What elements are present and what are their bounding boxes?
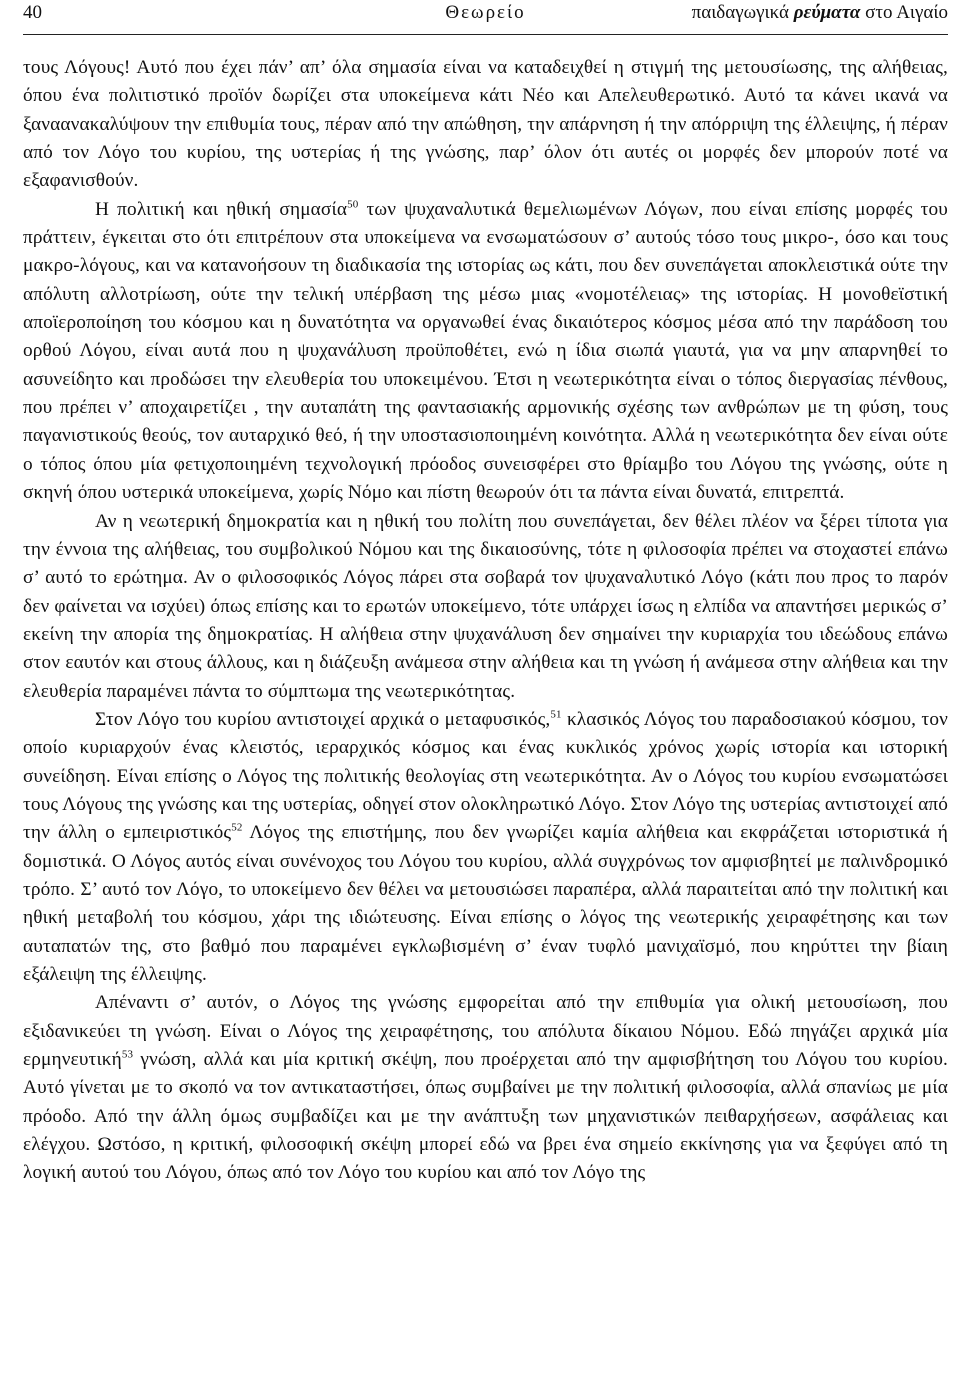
footnote-marker[interactable]: 51 bbox=[550, 708, 562, 721]
paragraph bbox=[23, 989, 948, 1187]
subtitle-emphasis: ρεύματα bbox=[793, 2, 861, 23]
paragraph-text: γνώση, αλλά και μία κριτική σκέψη, που προέρχεται από την αμφισβήτηση του Λόγου του κυρίου. Αυτό γίνεται με το σκοπό να τον αντικαταστήσει, όπως συμβαίνει με την πολιτική φιλοσοφία, αλλά σπανίως με μία πρόοδο. Από την άλλη όμως συμβαδίζει και με την ανάπτυξη των μηχανιστικών πειθαρχήσεων, ασφάλειας και ελέγχου. Ωστόσο, η κριτική, φιλοσοφική σκέψη μπορεί εδώ να βρει ένα σημείο εκκίνησης για να ξεφύγει από τη λογική αυτού του Λόγου, όπως από τον Λόγο του κυρίου και από τον Λόγο της bbox=[23, 1049, 948, 1184]
running-header bbox=[23, 0, 948, 35]
body-text bbox=[23, 54, 948, 1188]
paragraph: Αν η νεωτερική δημοκρατία και η ηθική του πολίτη που συνεπάγεται, δεν θέλει πλέον να ξέρει τίποτα για την έννοια της αλήθειας, του συμβολικού Νόμου και της δικαιοσύνης, τότε η φιλοσοφία πρέπει να στοχαστεί επάνω σ’ αυτό το ερώτημα. Αν ο φιλοσοφικός Λόγος πάρει στα σοβαρά τον ψυχαναλυτικό Λόγο (κάτι που προς το παρόν δεν φαίνεται να ισχύει) όπως επίσης και το ερωτών υποκείμενο, τότε υπάρχει ίσως η ελπίδα να απαντήσει μερικώς σ’ εκείνη την απορία της δημοκρατίας. Η αλήθεια στην ψυχανάλυση δεν σημαίνει την κυριαρχία του ιδεώδους επάνω στον εαυτόν και στους άλλους, και η διάζευξη ανάμεσα στην αλήθεια και τη γνώση ή ανάμεσα στην αλήθεια και την ελευθερία παραμένει πάντα το σύμπτωμα της νεωτερικότητας. bbox=[23, 510, 948, 702]
journal-title: Θεωρείο bbox=[445, 2, 526, 23]
footnote-marker[interactable]: 52 bbox=[231, 821, 243, 834]
paragraph: τους Λόγους! Αυτό που έχει πάν’ απ’ όλα σημασία είναι να καταδειχθεί η στιγμή της μετουσίωσης, της αλήθειας, όπου ένα πολιτιστικό προϊόν δωρίζει στα υποκείμενα κάτι Νέο και Απελευθερωτικό. Αυτό τα κάνει ικανά να ξαναανακαλύψουν την επιθυμία τους, πέραν από την απώθηση, την απάρνηση ή την απόρριψη της έλλειψης, ή πέραν από τον Λόγο του κυρίου, της υστερίας ή της γνώσης, παρ’ όλον ότι αυτές οι μορφές δεν μπορούν ποτέ να εξαφανισθούν. bbox=[23, 57, 948, 192]
paragraph-text: κλασικός Λόγος του παραδοσιακού κόσμου, τον οποίο κυριαρχούν ένας κλειστός, ιεραρχικός κόσμος και ένας κυκλικός χρόνος χωρίς ιστορία και ιστορική συνείδηση. Είναι επίσης ο Λόγος της πολιτικής θεολογίας στη νεωτερικότητα. Αν ο Λόγος του κυρίου ενσωματώσει τους Λόγους της γνώσης και της υστερίας, οδηγεί στον ολοκληρωτικό Λόγο. Στον Λόγο της υστερίας αντιστοιχεί από την άλλη ο εμπειριστικός bbox=[23, 708, 948, 844]
subtitle-prefix: παιδαγωγικά bbox=[691, 2, 789, 23]
footnote-marker[interactable]: 50 bbox=[347, 198, 359, 211]
paragraph-text: των ψυχαναλυτικά θεμελιωμένων Λόγων, που είναι επίσης μορφές του πράττειν, έγκειται στο ότι επιτρέπουν στα υποκείμενα να ενσωματώσουν σ’ αυτούς τόσο τους μικρο-, όσο και τους μακρο-λόγους, και να κατανοήσουν τη διαδικασία της ιστορίας ως κάτι, που δεν συνεπάγεται αποκλειστικά ούτε την απόλυτη αλλοτρίωση, ούτε την τελική υπέρβαση της μέσω μιας «νομοτέλειας» της ιστορίας. Η μονοθεϊστική αποϊεροποίηση του κόσμου και η δυνατότητα να οργανωθεί ένας δικαιότερος κόσμος μέσα από την παράδοση του ορθού Λόγου, είναι αυτά που η ψυχανάλυση προϋποθέτει, ενώ η ίδια σιωπά γιαυτά, για να μην απαρνηθεί το ασυνείδητο και προδώσει την ελευθερία του υποκειμένου. Έτσι η νεωτερικότητα είναι ο τόπος διεργασίας πένθους, που πρέπει ν’ αποχαιρετίζει , την αυταπάτη της φαντασιακής αρμονικής σχέσης των ανθρώπων με τη φύση, τους παγανιστικούς θεούς, τον αυταρχικό θεό, ή την υποστασιοποιημένη κοινότητα. Αλλά η νεωτερικότητα δεν είναι ούτε ο τόπος όπου μία φετιχοποιημένη τεχνολογική πρόοδος συνεισφέρει στο θρίαμβο του Λόγου της γνώσης, ούτε η σκηνή όπου υστερικά υποκείμενα, χωρίς Νόμο και πίστη θεωρούν ότι τα πάντα είναι δυνατά, επιτρεπτά. bbox=[23, 198, 948, 504]
paragraph-text: Λόγος της επιστήμης, που δεν γνωρίζει καμία αλήθεια και εκφράζεται ιστοριστικά ή δομιστικά. Ο Λόγος αυτός είναι συνένοχος του Λόγου του κυρίου, αλλά συγχρόνως τον αμφισβητεί με παλινδρομικό τρόπο. Σ’ αυτό τον Λόγο, το υποκείμενο δεν θέλει να μετουσιώσει παραπέρα, αλλά παραιτείται από την πολιτική και ηθική μεταβολή του κόσμου, χάρι της ιδιώτευσης. Είναι επίσης ο λόγος της νεωτερικής χειραφέτησης και των αυταπατών της, στο βαθμό που παραμένει εγκλωβισμένη σ’ έναν τυφλό μανιχαϊσμό, που κηρύττει την βίαιη εξάλειψη της έλλειψης. bbox=[23, 822, 949, 985]
paragraph-text: Στον Λόγο του κυρίου αντιστοιχεί αρχικά ο μεταφυσικός, bbox=[95, 708, 551, 730]
footnote-marker[interactable]: 53 bbox=[121, 1048, 134, 1061]
paragraph-text: Απέναντι σ’ αυτόν, ο Λόγος της γνώσης εμφορείται από την επιθυμία για ολική μετουσίωση, που εξιδανικεύει τη γνώση. Είναι ο Λόγος της χειραφέτησης, του απόλυτα δίκαιου Νόμου. Εδώ πηγάζει αρχικά μία ερμηνευτική bbox=[23, 992, 948, 1071]
document-page bbox=[23, 0, 948, 1400]
paragraph bbox=[23, 196, 948, 508]
journal-subtitle bbox=[692, 1, 948, 25]
subtitle-suffix: στο Αιγαίο bbox=[865, 2, 948, 23]
paragraph-text: Η πολιτική και ηθική σημασία bbox=[95, 198, 348, 220]
page-number: 40 bbox=[23, 2, 42, 23]
paragraph bbox=[23, 706, 948, 989]
